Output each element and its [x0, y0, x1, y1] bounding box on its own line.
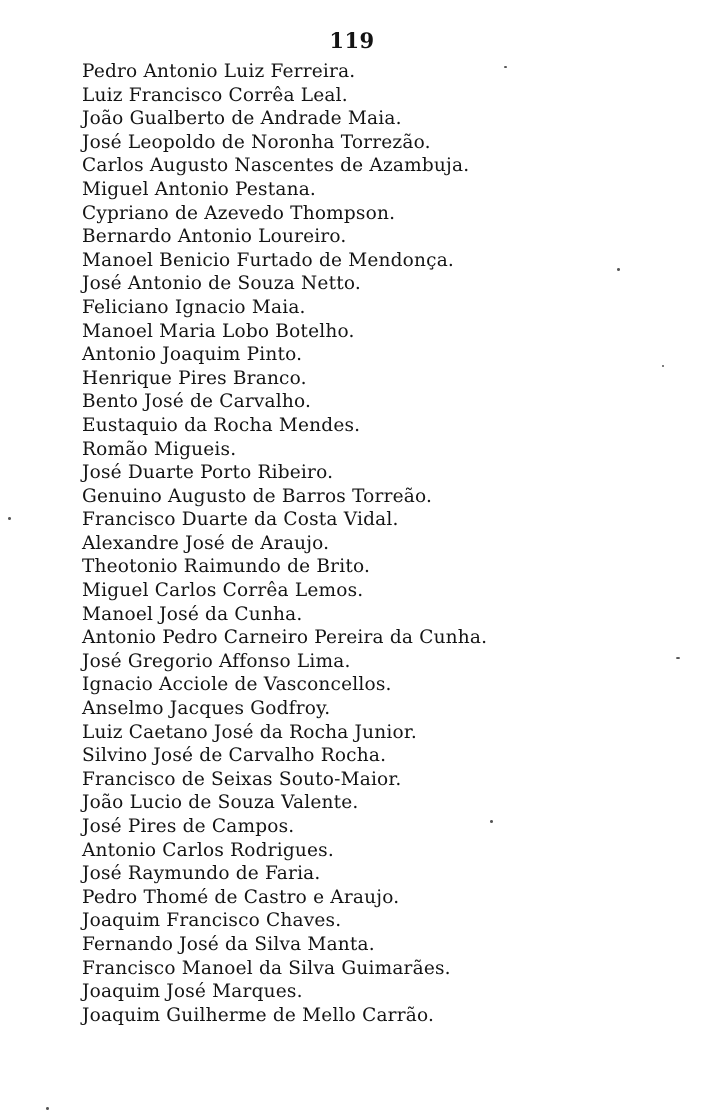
list-item: Cypriano de Azevedo Thompson. [82, 202, 396, 224]
list-item: José Raymundo de Faria. [82, 863, 321, 885]
list-item: Manoel Benicio Furtado de Mendonça. [82, 249, 455, 271]
list-item: José Duarte Porto Ribeiro. [82, 462, 334, 484]
list-item: Anselmo Jacques Godfroy. [82, 698, 331, 720]
list-item: Manoel Maria Lobo Botelho. [82, 320, 355, 342]
list-item: Eustaquio da Rocha Mendes. [82, 414, 361, 436]
list-item: Miguel Antonio Pestana. [82, 178, 317, 200]
list-item: Theotonio Raimundo de Brito. [82, 556, 371, 578]
list-item: Ignacio Acciole de Vasconcellos. [82, 674, 392, 696]
scan-speck [662, 365, 664, 367]
list-item: Antonio Carlos Rodrigues. [82, 839, 334, 861]
list-item: Fernando José da Silva Manta. [82, 933, 375, 955]
scan-speck [8, 517, 11, 520]
list-item: Francisco Duarte da Costa Vidal. [82, 509, 399, 531]
list-item: Romão Migueis. [82, 438, 237, 460]
list-item: Genuino Augusto de Barros Torreão. [82, 485, 433, 507]
list-item: João Lucio de Souza Valente. [82, 792, 359, 814]
list-item: Joaquim Francisco Chaves. [82, 910, 342, 932]
list-item: Miguel Carlos Corrêa Lemos. [82, 580, 364, 602]
list-item: Alexandre José de Araujo. [82, 532, 330, 554]
list-item: Henrique Pires Branco. [82, 367, 307, 389]
list-item: Pedro Antonio Luiz Ferreira. [82, 61, 356, 82]
list-item: Francisco Manoel da Silva Guimarães. [82, 957, 451, 979]
list-item: Pedro Thomé de Castro e Araujo. [82, 886, 400, 908]
scan-speck [490, 820, 493, 823]
list-item: Silvino José de Carvalho Rocha. [82, 745, 387, 767]
list-item: Francisco de Seixas Souto-Maior. [82, 768, 402, 790]
list-item: João Gualberto de Andrade Maia. [82, 108, 402, 130]
list-item: Antonio Joaquim Pinto. [82, 344, 303, 366]
list-item: Manoel José da Cunha. [82, 603, 303, 625]
scan-speck [676, 657, 680, 659]
list-item: José Gregorio Affonso Lima. [82, 650, 351, 672]
list-item: Bernardo Antonio Loureiro. [82, 226, 347, 248]
list-item: Feliciano Ignacio Maia. [82, 296, 306, 318]
list-item: Joaquim José Marques. [82, 981, 303, 1003]
scan-speck [617, 268, 620, 271]
scan-speck [504, 66, 507, 68]
list-item: Luiz Francisco Corrêa Leal. [82, 84, 348, 106]
list-item: Luiz Caetano José da Rocha Junior. [82, 721, 417, 743]
list-item: Bento José de Carvalho. [82, 391, 312, 413]
list-item: José Antonio de Souza Netto. [82, 273, 361, 295]
page-number: 119 [329, 28, 375, 53]
list-item: José Pires de Campos. [82, 816, 295, 837]
name-list [82, 60, 487, 1027]
list-item: José Leopoldo de Noronha Torrezão. [82, 131, 431, 153]
scan-speck [46, 1107, 49, 1110]
list-item: Joaquim Guilherme de Mello Carrão. [82, 1004, 435, 1026]
list-item: Antonio Pedro Carneiro Pereira da Cunha. [82, 627, 488, 649]
list-item: Carlos Augusto Nascentes de Azambuja. [82, 155, 470, 177]
